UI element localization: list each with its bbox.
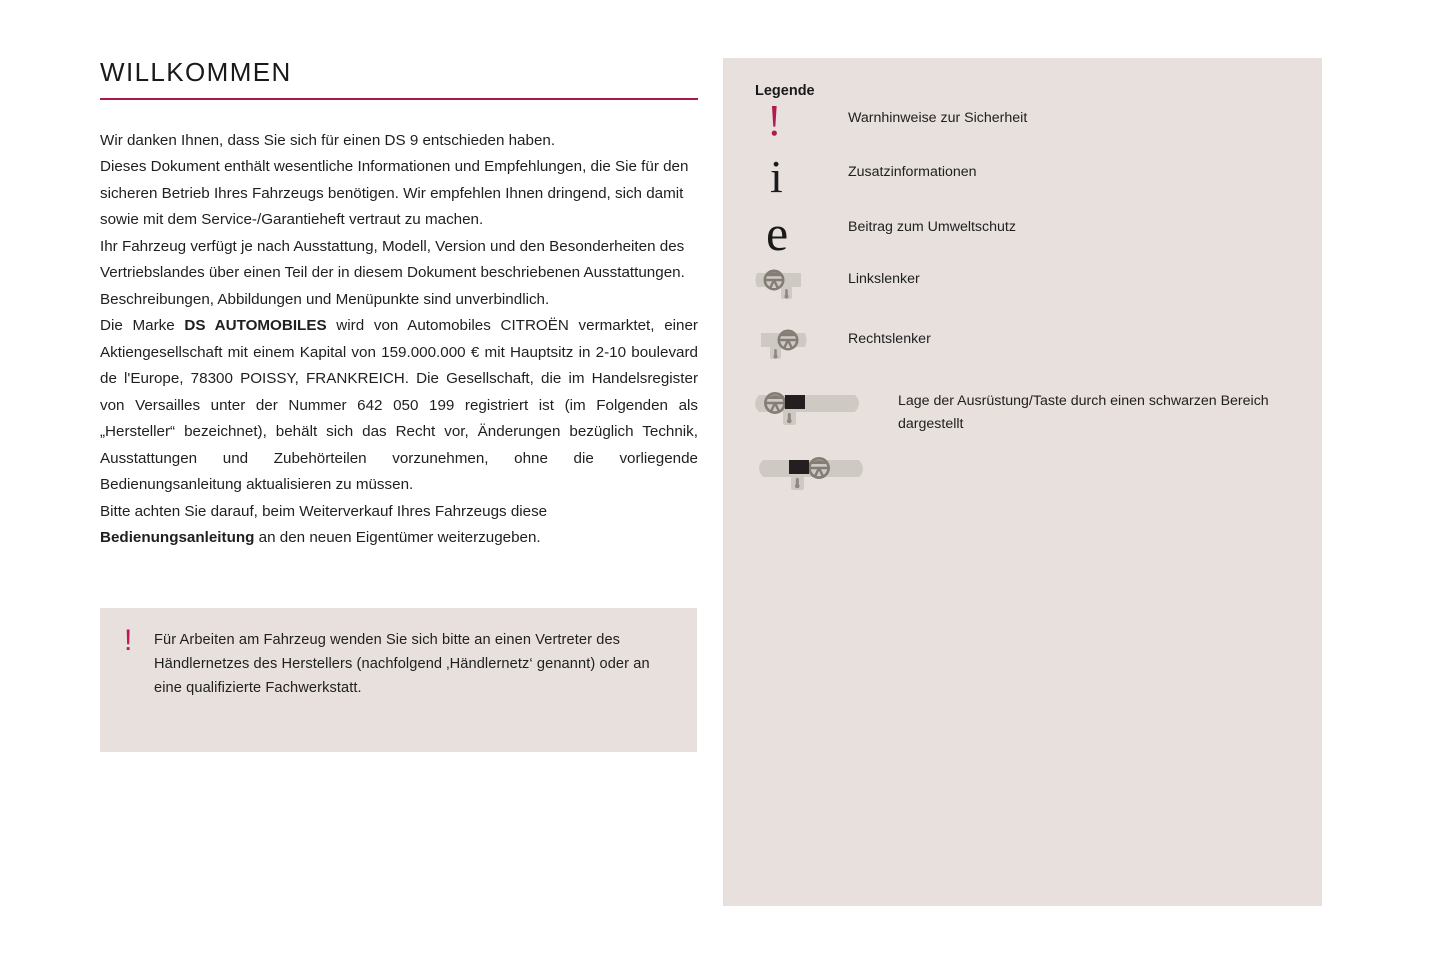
exclamation-icon: ! xyxy=(767,96,782,145)
page-title: WILLKOMMEN xyxy=(100,57,292,87)
left-hand-drive-icon xyxy=(753,267,809,309)
legend-item-additional-info xyxy=(723,151,1322,202)
legend-title: Legende xyxy=(755,83,815,99)
left-hand-drive-icon-wrapper xyxy=(753,267,848,309)
right-hand-drive-icon xyxy=(753,327,809,369)
dashboard-black-area-lhd-icon xyxy=(753,389,865,433)
legend-item-safety-warning xyxy=(723,96,1322,145)
intro-paragraph-2: Dieses Dokument enthält wesentliche Informationen und Empfehlungen, die Sie für den sicheren Betrieb Ihres Fahrzeugs benötigen. Wir empfehlen Ihnen dringend, sich damit sowie mit dem Service-/Garantieheft vertraut zu machen. xyxy=(100,158,689,229)
intro-paragraph-3: Ihr Fahrzeug verfügt je nach Ausstattung, Modell, Version und den Besonderheiten des Vertriebslandes über einen Teil der in diesem Dokument beschriebenen Ausstattungen. Beschreibungen, Abbildungen und Menüpunkte sind unverbindlich. xyxy=(100,237,685,308)
intro-paragraph-1: Wir danken Ihnen, dass Sie sich für einen DS 9 entschieden haben. xyxy=(100,131,556,149)
information-i-icon: i xyxy=(770,151,783,202)
title-divider xyxy=(100,98,698,100)
dashboard-black-area-rhd-icon xyxy=(753,454,865,498)
legend-panel xyxy=(723,58,1322,906)
welcome-section xyxy=(100,58,698,552)
information-i-icon-wrapper xyxy=(753,151,848,202)
legend-item-black-area-rhd xyxy=(723,454,1322,498)
brand-paragraph xyxy=(100,313,698,499)
legend-item-label: Lage der Ausrüstung/Taste durch einen schwarzen Bereich dargestellt xyxy=(898,393,1269,432)
exclamation-icon-wrapper xyxy=(753,96,848,145)
safety-warning-box xyxy=(100,608,697,752)
legend-list xyxy=(723,96,1322,498)
brand-paragraph-prefix: Die Marke xyxy=(100,317,185,335)
right-hand-drive-icon-wrapper xyxy=(753,327,848,369)
exclamation-icon: ! xyxy=(124,624,133,657)
environment-e-icon-wrapper xyxy=(753,205,848,261)
resale-prefix: Bitte achten Sie darauf, beim Weiterverkauf Ihres Fahrzeugs diese xyxy=(100,502,548,520)
brand-paragraph-suffix: wird von Automobiles CITROËN vermarktet, einer Aktiengesellschaft mit einem Kapital von 159.000.000 € mit Hauptsitz in 2-10 boulevard de l'Europe, 78300 POISSY, FRANKREICH. Die Gesellschaft, die im Handelsregister von Versailles unter der Nummer 642 050 199 registriert ist (im Folgenden als „Hersteller“ bezeichnet), behält sich das Recht vor, Änderungen bezüglich Technik, Ausstattungen und Zubehörteilen vorzunehmen, ohne die vorliegende Bedienungsanleitung aktualisieren zu müssen. xyxy=(100,317,698,494)
legend-item-label: Linkslenker xyxy=(848,271,920,287)
legend-item-label: Zusatzinformationen xyxy=(848,164,977,180)
resale-manual-label: Bedienungsanleitung xyxy=(100,529,255,547)
environment-e-icon: e xyxy=(766,205,789,261)
legend-item-environment xyxy=(723,205,1322,261)
legend-item-left-hand-drive xyxy=(723,267,1322,309)
safety-warning-text: Für Arbeiten am Fahrzeug wenden Sie sich bitte an einen Vertreter des Händlernetzes des Herstellers (nachfolgend ‚Händlernetz‘ genannt) oder an eine qualifizierte Fachwerkstatt. xyxy=(154,632,650,696)
dashboard-black-area-lhd-icon-wrapper xyxy=(753,389,898,433)
legend-item-label: Beitrag zum Umweltschutz xyxy=(848,219,1016,235)
resale-suffix: an den neuen Eigentümer weiterzugeben. xyxy=(254,529,541,547)
dashboard-black-area-rhd-icon-wrapper xyxy=(753,454,898,498)
legend-item-label: Warnhinweise zur Sicherheit xyxy=(848,110,1028,126)
legend-item-label: Rechtslenker xyxy=(848,331,931,347)
resale-paragraph xyxy=(100,499,698,552)
legend-item-black-area-lhd xyxy=(723,389,1322,436)
legend-item-right-hand-drive xyxy=(723,327,1322,369)
brand-name: DS AUTOMOBILES xyxy=(184,317,327,335)
